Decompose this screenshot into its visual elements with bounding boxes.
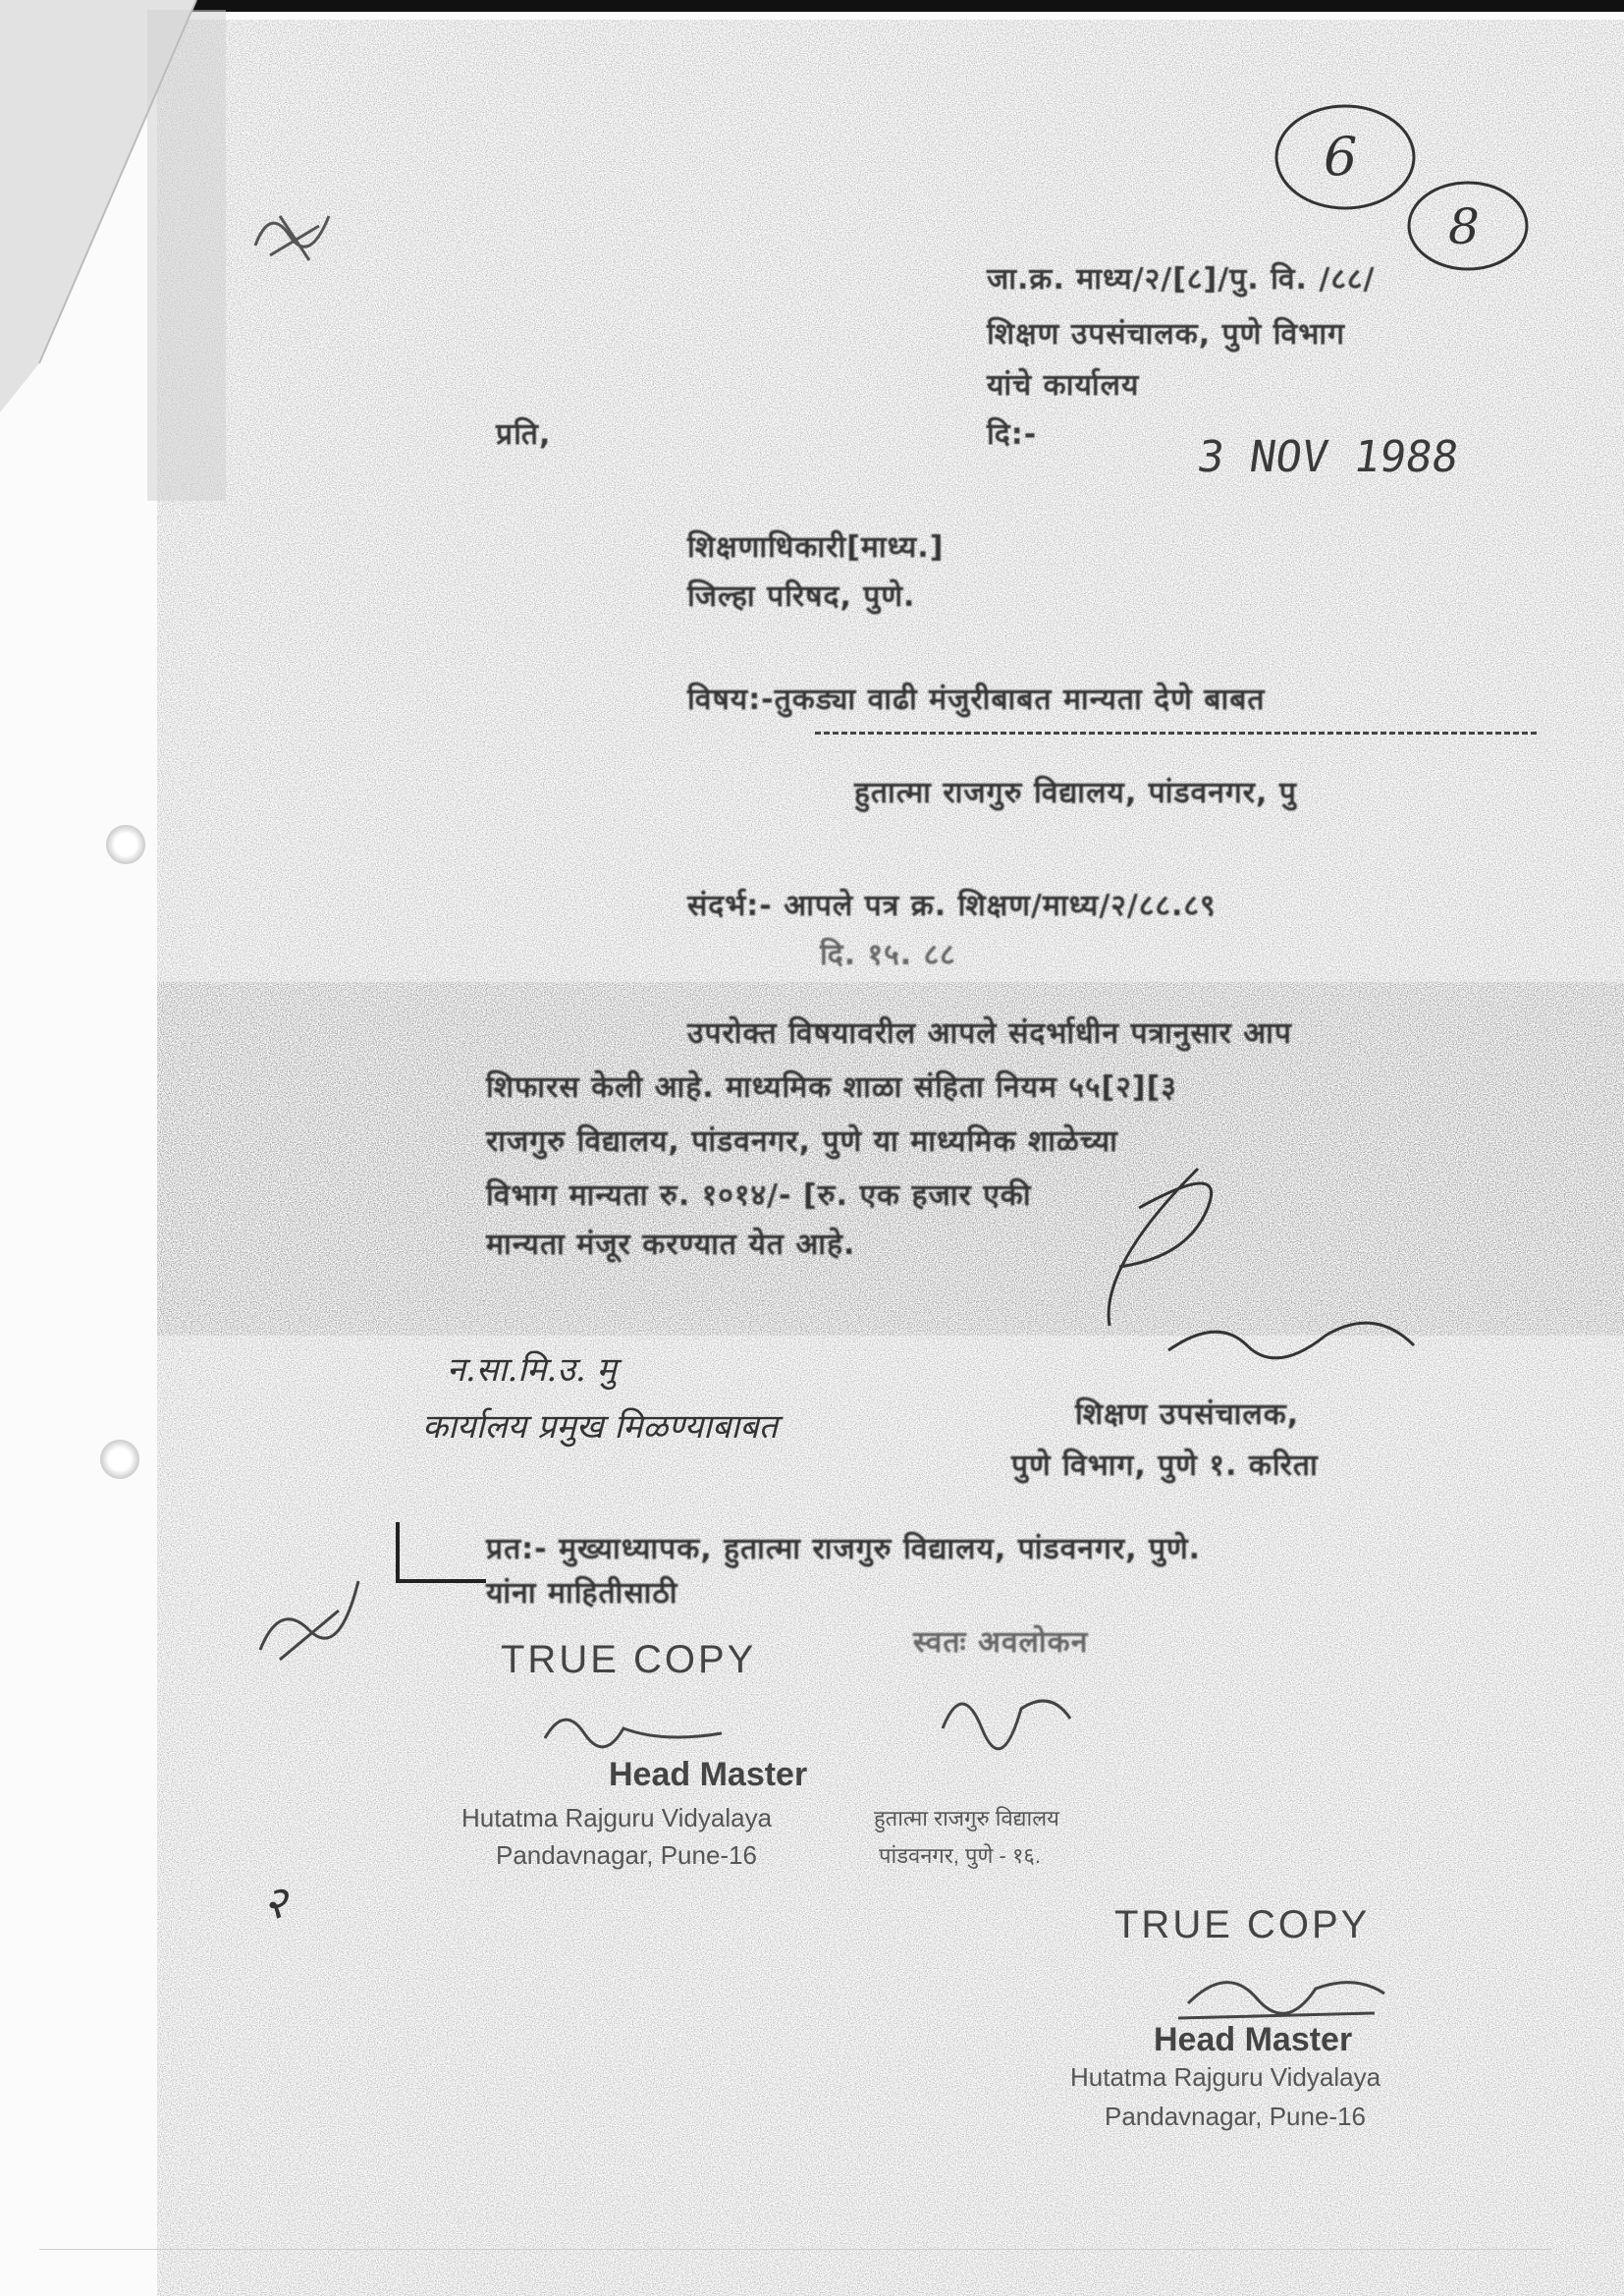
stamp-1-school: Hutatma Rajguru Vidyalaya [461, 1803, 773, 1832]
stamp-1-signature [535, 1699, 731, 1758]
subject-dashes [815, 732, 1537, 735]
signature-scrawl [1080, 1149, 1434, 1385]
scribble-mark [250, 196, 339, 275]
reference-sandarbh-2: दि. १५. ८८ [820, 938, 956, 972]
addressee-line-2: जिल्हा परिषद, पुणे. [687, 579, 916, 614]
stamp-1-marathi-school: हुतात्मा राजगुरु विद्यालय [874, 1806, 1059, 1831]
body-line-4: विभाग मान्यता रु. १०१४/- [रु. एक हजार एकी [486, 1178, 1032, 1213]
stamp-1-role: Head Master [609, 1756, 808, 1793]
body-line-3: राजगुरु विद्यालय, पांडवनगर, पुणे या माध्यमिक शाळेच्या [486, 1124, 1118, 1159]
circled-6-text: 6 [1324, 126, 1358, 188]
subject-line: विषय:-तुकड्या वाढी मंजुरीबाबत मान्यता देणे बाबत [687, 683, 1266, 717]
copy-to-line-1: प्रत:- मुख्याध्यापक, हुतात्मा राजगुरु विद्यालय, पांडवनगर, पुणे. [486, 1532, 1202, 1566]
body-line-5: मान्यता मंजूर करण्यात येत आहे. [486, 1228, 856, 1262]
stamp-1-place: Pandavnagar, Pune-16 [496, 1840, 757, 1870]
addressee-line-1: शिक्षणाधिकारी[माध्य.] [687, 530, 945, 565]
date-stamp: 3 NOV 1988 [1194, 432, 1462, 482]
reference-line-3: यांचे कार्यालय [987, 368, 1140, 403]
folded-corner [0, 0, 255, 550]
reference-line-2: शिक्षण उपसंचालक, पुणे विभाग [987, 317, 1345, 352]
margin-note-1: न.सा.मि.उ. मु [447, 1350, 617, 1390]
copy-to-line-2: यांना माहितीसाठी [486, 1576, 678, 1611]
punch-hole-1 [106, 825, 145, 864]
reference-sandarbh-1: संदर्भ:- आपले पत्र क्र. शिक्षण/माध्य/२/८८.८९ [687, 889, 1217, 923]
reference-line-4: दि:- [987, 417, 1038, 452]
circled-8-text: 8 [1448, 198, 1480, 255]
stamp-2-school: Hutatma Rajguru Vidyalaya [1070, 2062, 1381, 2092]
copy-sign-text: स्वतः अवलोकन [913, 1625, 1089, 1660]
margin-note-2: कार्यालय प्रमुख मिळण्याबाबत [422, 1407, 778, 1447]
reference-line-1: जा.क्र. माध्य/२/[८]/पु. वि. /८८/ [987, 262, 1376, 297]
stamp-2-role: Head Master [1154, 2021, 1353, 2058]
middle-signature [923, 1669, 1090, 1768]
stamp-1-marathi-place: पांडवनगर, पुणे - १६. [879, 1843, 1041, 1868]
punch-hole-2 [100, 1440, 139, 1479]
page-number: २ [263, 1876, 287, 1929]
stamp-2-place: Pandavnagar, Pune-16 [1105, 2102, 1366, 2131]
margin-scribble [250, 1561, 378, 1669]
subject-sub-line: हुतात्मा राजगुरु विद्यालय, पांडवनगर, पु [854, 776, 1297, 810]
body-line-1: उपरोक्त विषयावरील आपले संदर्भाधीन पत्रानुसार आप [687, 1016, 1292, 1051]
signatory-title: शिक्षण उपसंचालक, [1075, 1397, 1300, 1432]
bottom-scan-line [39, 2249, 1551, 2250]
true-copy-stamp-1-title: TRUE COPY [501, 1638, 757, 1681]
body-line-2: शिफारस केली आहे. माध्यमिक शाळा संहिता नियम ५५[२][३ [486, 1070, 1177, 1105]
signatory-place: पुणे विभाग, पुणे १. करिता [1011, 1449, 1319, 1483]
prati-label: प्रति, [496, 417, 552, 452]
bracket-mark [378, 1512, 496, 1601]
true-copy-stamp-2-title: TRUE COPY [1114, 1903, 1371, 1946]
